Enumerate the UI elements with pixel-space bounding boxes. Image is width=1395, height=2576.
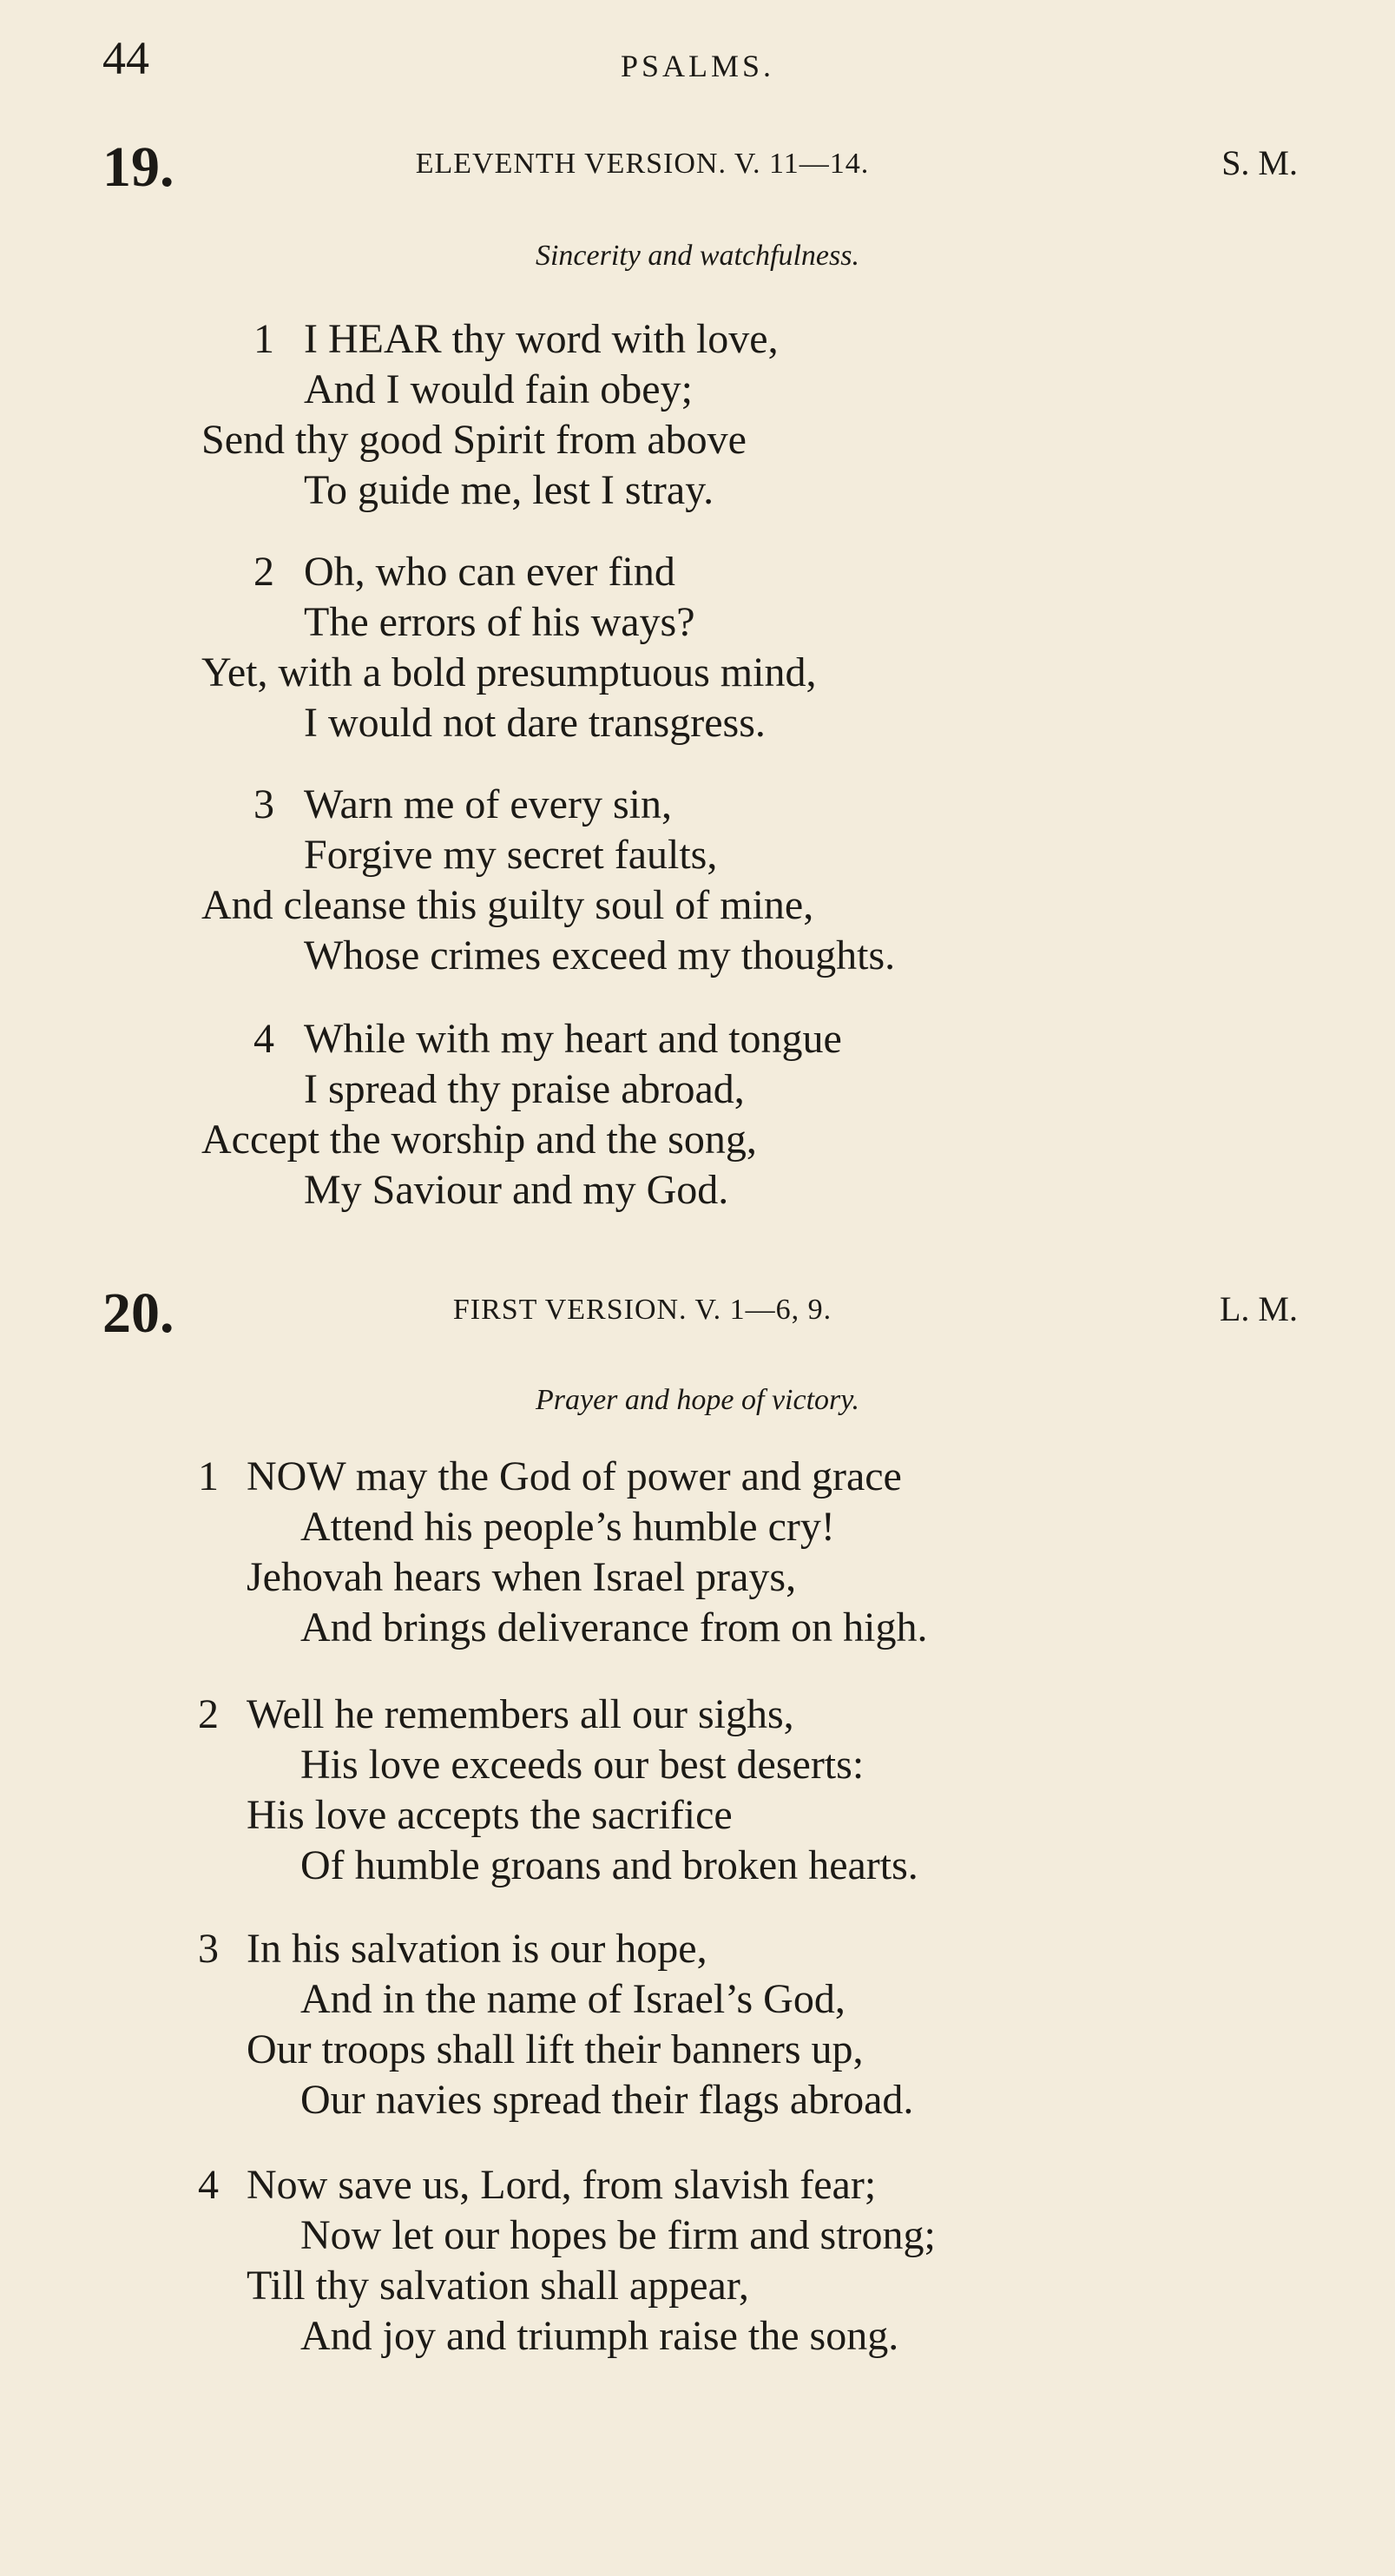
verse-number: 4 (198, 2162, 219, 2208)
verse-line: I HEAR thy word with love, (304, 316, 779, 362)
hymn-20-verse-2 (0, 1690, 1395, 1891)
verse-line: I would not dare transgress. (304, 700, 766, 746)
verse-line: Whose crimes exceed my thoughts. (304, 932, 896, 978)
hymn-19-verse-3 (0, 780, 1395, 981)
verse-line: Our troops shall lift their banners up, (247, 2026, 864, 2072)
verse-line: Jehovah hears when Israel prays, (247, 1554, 797, 1600)
verse-line: Accept the worship and the song, (201, 1117, 757, 1163)
verse-line: Oh, who can ever find (304, 549, 675, 595)
hymn-version: FIRST VERSION. V. 1—6, 9. (452, 1294, 832, 1326)
verse-line: And in the name of Israel’s God, (300, 1976, 846, 2022)
verse-line: Yet, with a bold presumptuous mind, (201, 649, 817, 695)
verse-line: The errors of his ways? (304, 599, 695, 645)
verse-number: 1 (253, 316, 274, 362)
verse-line: Till thy salvation shall appear, (247, 2263, 749, 2309)
hymn-19-verse-1 (0, 314, 1395, 516)
hymn-20-verse-1 (0, 1452, 1395, 1653)
verse-line: NOW may the God of power and grace (247, 1453, 902, 1499)
hymn-meter: S. M. (1221, 143, 1298, 182)
verse-line: While with my heart and tongue (304, 1016, 842, 1062)
hymn-19-verse-2 (0, 547, 1395, 748)
verse-line: My Saviour and my God. (304, 1167, 729, 1213)
verse-line: Warn me of every sin, (304, 781, 672, 827)
verse-line: His love accepts the sacrifice (247, 1792, 733, 1838)
verse-line: Well he remembers all our sighs, (247, 1691, 794, 1737)
verse-line: I spread thy praise abroad, (304, 1066, 745, 1112)
hymn-meter: L. M. (1220, 1289, 1298, 1328)
verse-number: 1 (198, 1453, 219, 1499)
verse-line: Now let our hopes be firm and strong; (300, 2212, 936, 2258)
verse-number: 2 (253, 549, 274, 595)
verse-line: And I would fain obey; (304, 366, 693, 412)
verse-number: 3 (198, 1926, 219, 1972)
running-head: PSALMS. (620, 49, 775, 83)
hymn-19-header (0, 135, 1395, 200)
verse-line: And cleanse this guilty soul of mine, (201, 882, 814, 928)
verse-line: And joy and triumph raise the song. (300, 2313, 899, 2359)
verse-line: In his salvation is our hope, (247, 1926, 707, 1972)
hymn-version: ELEVENTH VERSION. V. 11—14. (415, 148, 870, 180)
verse-number: 4 (253, 1016, 274, 1062)
page-number: 44 (102, 32, 149, 84)
verse-line: Now save us, Lord, from slavish fear; (247, 2162, 877, 2208)
verse-line: Of humble groans and broken hearts. (300, 1842, 918, 1888)
verse-line: His love exceeds our best deserts: (300, 1742, 865, 1788)
hymn-number: 19. (102, 135, 174, 199)
verse-line: Our navies spread their flags abroad. (300, 2077, 914, 2123)
verse-number: 2 (198, 1691, 219, 1737)
verse-line: Send thy good Spirit from above (201, 417, 747, 463)
hymn-19-verse-4 (0, 1014, 1395, 1216)
hymn-19-subtitle: Sincerity and watchfulness. (535, 240, 859, 272)
hymn-20-verse-4 (0, 2160, 1395, 2362)
verse-line: Attend his people’s humble cry! (300, 1504, 835, 1550)
verse-number: 3 (253, 781, 274, 827)
hymn-20-subtitle: Prayer and hope of victory. (536, 1384, 859, 1416)
verse-line: To guide me, lest I stray. (304, 467, 714, 513)
verse-line: And brings deliverance from on high. (300, 1604, 928, 1650)
hymn-20-verse-3 (0, 1924, 1395, 2125)
hymn-20-header (0, 1281, 1395, 1346)
hymn-number: 20. (102, 1281, 174, 1345)
verse-line: Forgive my secret faults, (304, 832, 718, 878)
